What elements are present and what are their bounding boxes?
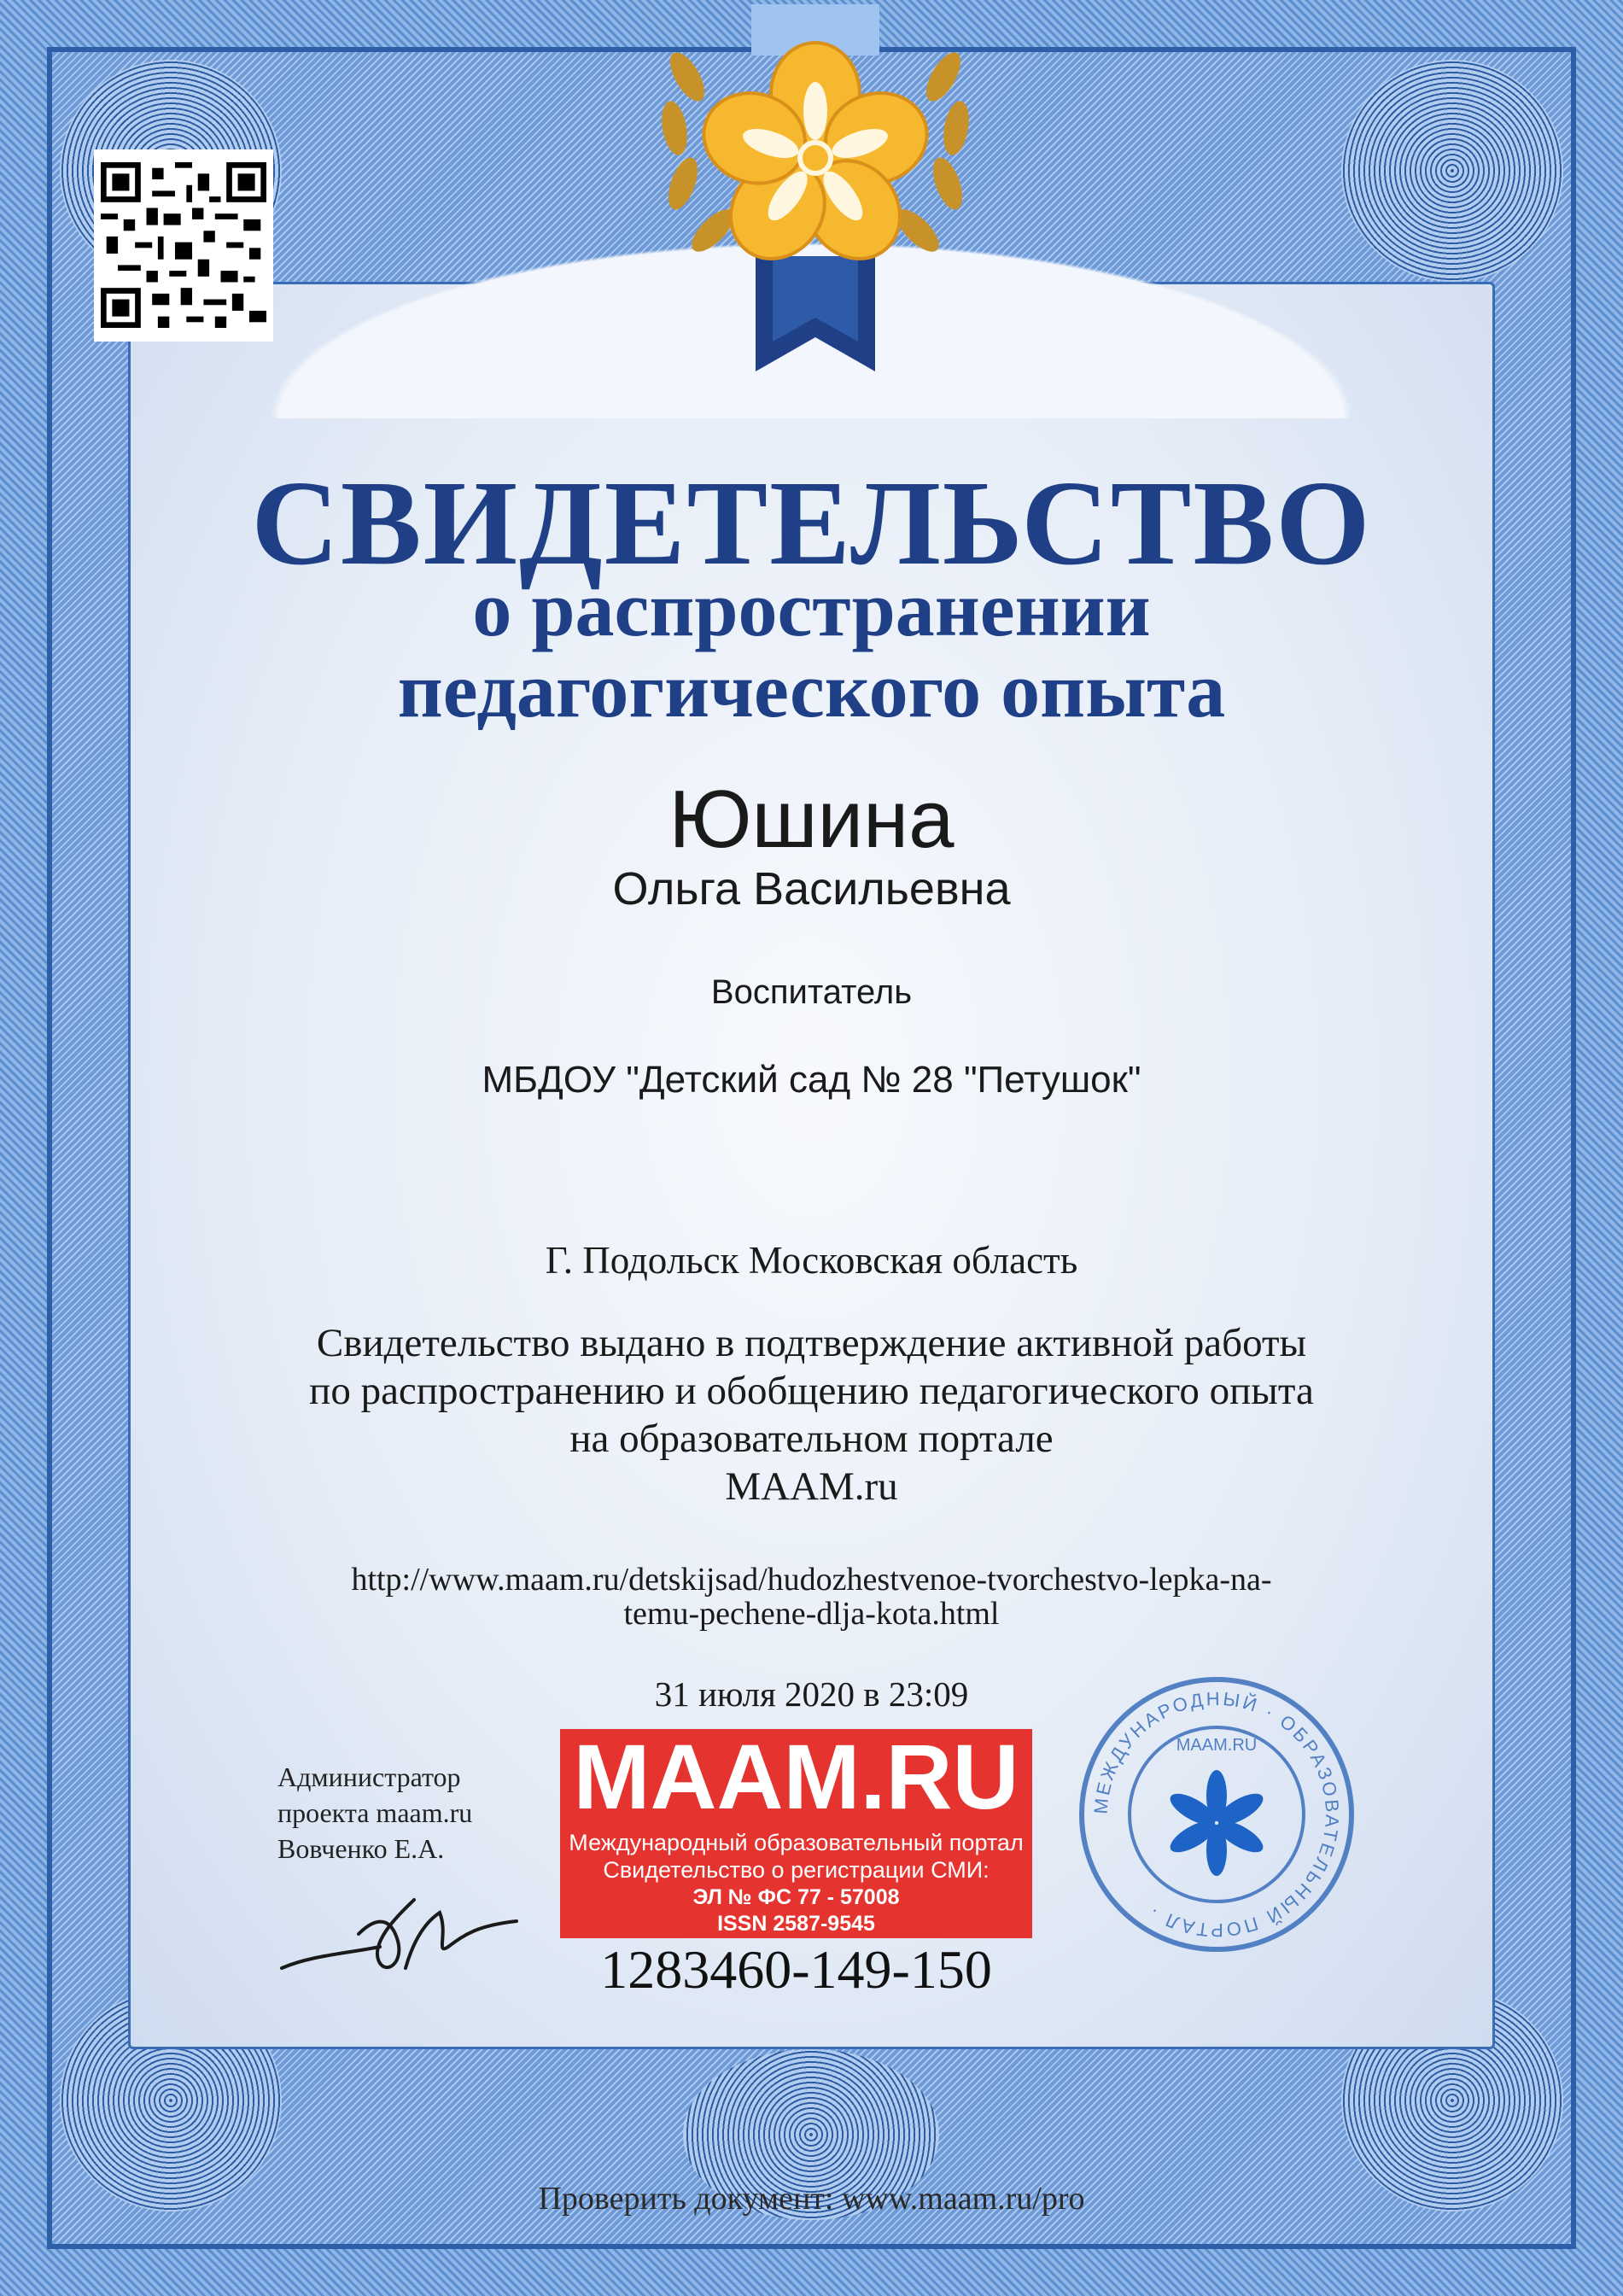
- logo-line-4: ISSN 2587-9545: [717, 1912, 875, 1936]
- recipient-organization: МБДОУ "Детский сад № 28 "Петушок": [482, 1059, 1141, 1101]
- stamp-ring-text: МЕЖДУНАРОДНЫЙ · ОБРАЗОВАТЕЛЬНЫЙ ПОРТАЛ ·: [1089, 1687, 1344, 1942]
- certificate-title: СВИДЕТЕЛЬСТВО: [251, 455, 1372, 590]
- url-line: temu-pechene-dlja-kota.html: [623, 1596, 1000, 1632]
- official-stamp: [1076, 1674, 1357, 1955]
- certificate-subtitle-2: педагогического опыта: [397, 646, 1226, 733]
- url-line: http://www.maam.ru/detskijsad/hudozhestvenoe-tvorchestvo-lepka-na-: [351, 1562, 1272, 1598]
- description-line: Свидетельство выдано в подтверждение активной работы: [316, 1321, 1307, 1365]
- logo-line-1: Международный образовательный портал: [569, 1830, 1024, 1855]
- description-line: на образовательном портале: [569, 1417, 1054, 1461]
- admin-line: Администратор: [277, 1761, 461, 1792]
- logo-brand: MAAM.RU: [573, 1725, 1019, 1828]
- administrator-block: [277, 1759, 472, 1867]
- signature-icon: [277, 1887, 525, 1989]
- certificate-subtitle-1: о распространении: [472, 565, 1151, 652]
- recipient-city: Г. Подольск Московская область: [545, 1239, 1078, 1282]
- publication-link[interactable]: [128, 1563, 1495, 1631]
- recipient-surname: Юшина: [668, 774, 955, 865]
- admin-line: проекта maam.ru: [277, 1797, 473, 1828]
- asterisk-icon: [1165, 1770, 1267, 1876]
- recipient-position: Воспитатель: [710, 973, 913, 1011]
- maam-logo[interactable]: [560, 1725, 1032, 1938]
- registration-number: 1283460-149-150: [600, 1939, 992, 2000]
- logo-line-2: Свидетельство о регистрации СМИ:: [603, 1857, 990, 1883]
- admin-line: Вовченко Е.А.: [277, 1833, 445, 1864]
- issue-date: 31 июля 2020 в 23:09: [654, 1674, 969, 1714]
- description-line: по распространению и обобщению педагогического опыта: [309, 1369, 1314, 1413]
- flower-emblem-icon: [636, 0, 995, 376]
- stamp-inner-text: MAAM.RU: [1176, 1736, 1258, 1755]
- logo-line-3: ЭЛ № ФС 77 - 57008: [692, 1885, 900, 1909]
- recipient-given-names: Ольга Васильевна: [612, 863, 1011, 914]
- verify-link[interactable]: Проверить документ: www.maam.ru/pro: [538, 2181, 1085, 2217]
- qr-code-icon[interactable]: [94, 149, 273, 342]
- certificate-description: [128, 1319, 1495, 1510]
- portal-name: MAAM.ru: [725, 1464, 898, 1509]
